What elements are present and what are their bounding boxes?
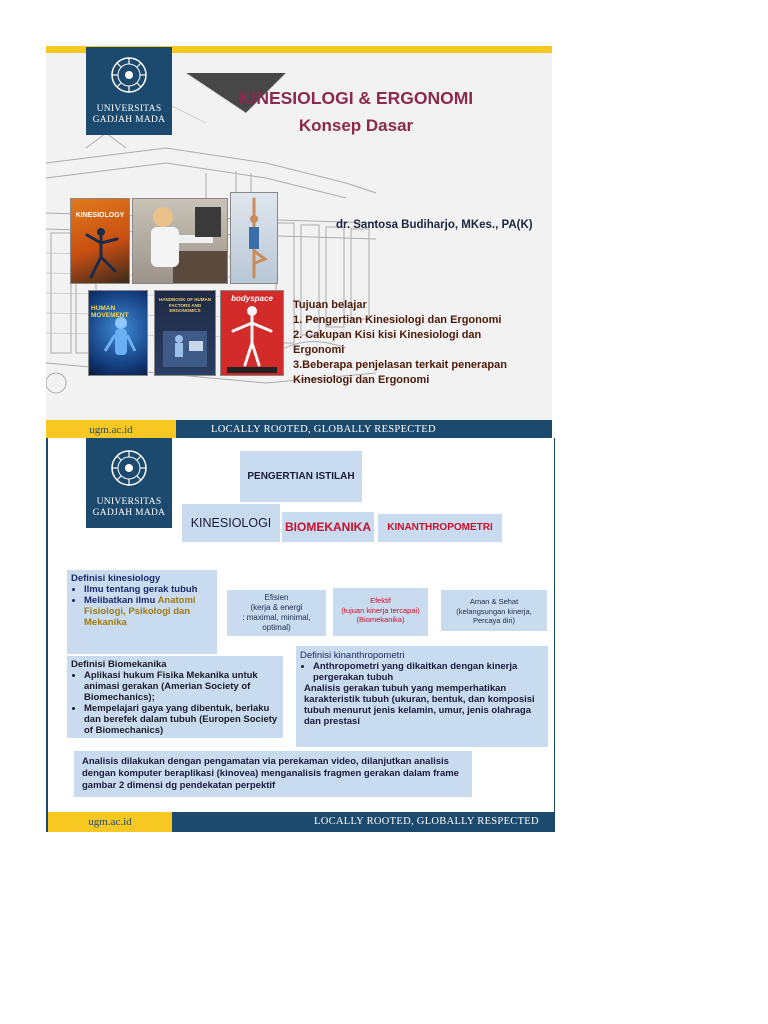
- definition-biomekanika-title: Definisi Biomekanika: [71, 659, 167, 670]
- analysis-note: Analisis dilakukan dengan pengamatan via perekaman video, dilanjutkan analisis dengan komputer beraplikasi (kinovea) menganalisis fragmen gerakan dalam frame gambar 2 dimensi dg pendekatan perpektif: [74, 751, 472, 797]
- kinesiology-book-cover: [70, 198, 130, 284]
- footer-url: ugm.ac.id: [46, 420, 176, 440]
- human-movement-book-cover: [88, 290, 148, 376]
- footer-tagline: LOCALLY ROOTED, GLOBALLY RESPECTED: [314, 816, 539, 827]
- goals-title: Tujuan belajar: [293, 299, 367, 311]
- definition-kinesiology-item: • Ilmu tentang gerak tubuh: [84, 584, 213, 595]
- author-name: dr. Santosa Budiharjo, MKes., PA(K): [336, 219, 533, 231]
- goal-item: 2. Cakupan Kisi kisi Kinesiologi dan Ergonomi: [293, 329, 482, 356]
- footer-bar: [48, 812, 555, 832]
- logo-name-line: GADJAH MADA: [92, 508, 166, 518]
- yoga-pose-icon: [231, 193, 277, 283]
- definition-biomekanika-item: • Aplikasi hukum Fisika Mekanika untuk animasi gerakan (Amerian Society of Biomechanics);: [84, 670, 279, 703]
- human-factors-handbook-cover: [154, 290, 216, 376]
- efektif-line: (tujuan kinerja tercapai): [341, 605, 420, 615]
- kinesiology-cover-title: KINESIOLOGY: [75, 212, 125, 219]
- standing-figure-icon: [221, 291, 283, 375]
- bodyspace-book-cover: [220, 290, 284, 376]
- slide-2: [46, 438, 555, 832]
- handbook-cover-title: HANDBOOK OF HUMAN FACTORS AND ERGONOMICS: [159, 297, 211, 313]
- term-kinanthropometri: KINANTHROPOMETRI: [378, 514, 502, 542]
- definition-kinanthropometri-item: • Anthropometri yang dikaitkan dengan kinerja pergerakan tubuh: [313, 661, 544, 683]
- efisien-line: : maximal, minimal,: [242, 613, 311, 622]
- definition-kinanthropometri-title: Definisi kinanthropometri: [300, 650, 405, 661]
- heading-pengertian-istilah: PENGERTIAN ISTILAH: [240, 451, 362, 502]
- footer-url: ugm.ac.id: [48, 812, 172, 832]
- learning-goals: [293, 298, 533, 388]
- ugm-emblem-icon: [109, 55, 149, 95]
- slide-title: KINESIOLOGI & ERGONOMI: [238, 88, 474, 108]
- efektif-box: [333, 588, 428, 636]
- yoga-photo: [230, 192, 278, 284]
- efisien-line: (kerja & energi: [250, 603, 303, 612]
- aman-line: Percaya diri): [472, 616, 516, 625]
- definition-biomekanika-item: • Mempelajari gaya yang dibentuk, berlaku dan berefek dalam tubuh (Europen Society of Biomechanics): [84, 703, 279, 736]
- logo-university-line: UNIVERSITAS: [96, 497, 162, 507]
- definition-kinanthropometri-detail: Analisis gerakan tubuh yang memperhatikan karakteristik tubuh (ukuran, bentuk, dan komposisi tubuh menurut jenis kelamin, umur, jenis olahraga dan prestasi: [304, 683, 535, 727]
- slide-subtitle: Konsep Dasar: [298, 116, 414, 135]
- aman-title: Aman & Sehat: [469, 597, 519, 606]
- term-biomekanika: BIOMEKANIKA: [282, 512, 374, 542]
- footer-bar: [46, 420, 552, 440]
- efisien-title: Efisien: [264, 593, 289, 602]
- definition-kinesiology-box: [67, 570, 217, 654]
- goal-item: 1. Pengertian Kinesiologi dan Ergonomi: [293, 314, 502, 326]
- highlight-disciplines: Anatomi Fisiologi, Psikologi dan Mekanika: [84, 595, 196, 628]
- ugm-emblem-icon: [109, 448, 149, 488]
- definition-kinesiology-item: • Melibatkan ilmu Anatomi Fisiologi, Psikologi dan Mekanika: [84, 595, 213, 628]
- definition-kinanthropometri-box: [296, 646, 548, 747]
- ugm-logo: [86, 47, 172, 135]
- efisien-box: [227, 590, 326, 636]
- aman-sehat-box: [441, 590, 547, 631]
- ergonomics-photo: [132, 198, 228, 284]
- anatomy-figure-icon: [89, 291, 147, 375]
- human-movement-cover-title: HUMAN MOVEMENT: [91, 305, 129, 319]
- logo-university-line: UNIVERSITAS: [96, 104, 162, 114]
- logo-name-line: GADJAH MADA: [92, 115, 166, 125]
- goal-item: 3.Beberapa penjelasan terkait penerapan Kinesiologi dan Ergonomi: [293, 359, 507, 386]
- definition-biomekanika-box: [67, 656, 283, 738]
- slide-1: [46, 46, 552, 440]
- footer-tagline: LOCALLY ROOTED, GLOBALLY RESPECTED: [211, 424, 436, 435]
- term-kinesiologi: KINESIOLOGI: [182, 504, 280, 542]
- person-at-desk-icon: [133, 199, 227, 283]
- efisien-line: optimal): [262, 623, 291, 632]
- aman-line: (kelangsungan kinerja,: [456, 606, 532, 616]
- efektif-line: (Biomekanika): [356, 615, 405, 624]
- efektif-title: Efektif: [370, 596, 391, 605]
- ugm-logo: [86, 438, 172, 528]
- definition-kinesiology-title: Definisi kinesiology: [71, 573, 161, 584]
- bodyspace-cover-title: bodyspace: [231, 294, 273, 303]
